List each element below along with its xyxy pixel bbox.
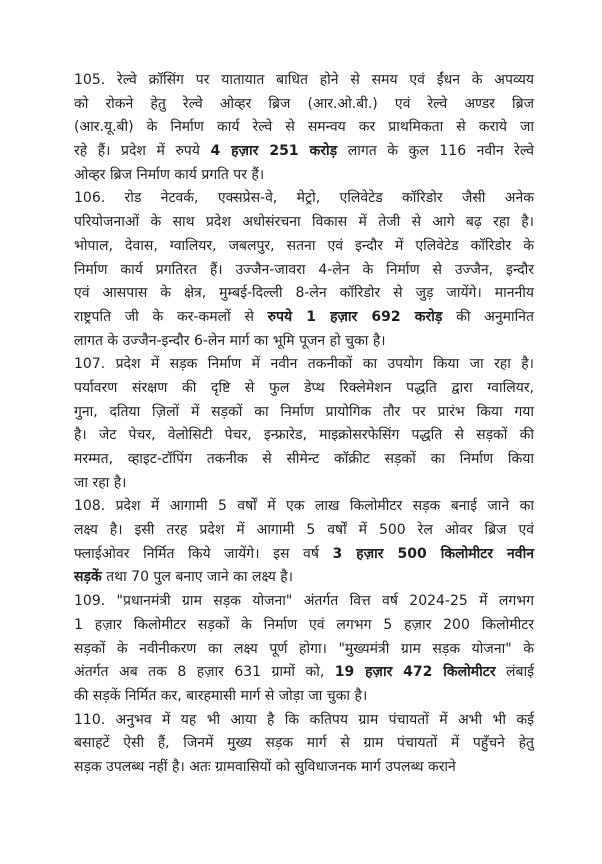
text-segment: सड़कों के नवीनीकरण का लक्ष्य पूर्ण होगा। "मुख्यमंत्री ग्राम सड़क योजना" के — [74, 640, 534, 657]
text-line — [74, 543, 534, 567]
text-line — [74, 638, 534, 662]
text-line — [74, 424, 534, 448]
text-segment: अंतर्गत अब तक 8 हज़ार 631 ग्रामों को, — [74, 664, 335, 681]
text-segment: है। जेट पेचर, वेलोसिटी पेचर, इन्फ्रारेड, माइक्रोसरफेसिंग पद्धति से सड़कों की — [74, 427, 534, 444]
text-line — [74, 590, 534, 614]
text-line — [74, 69, 534, 93]
text-line — [74, 164, 534, 188]
text-line — [74, 140, 534, 164]
text-line — [74, 306, 534, 330]
bold-text: रुपये 1 हज़ार 692 करोड़ — [267, 308, 443, 325]
text-segment: 107. प्रदेश में सड़क निर्माण में नवीन तकनीकों का उपयोग किया जा रहा है। — [74, 356, 534, 373]
text-segment: को रोकने हेतु रेल्वे ओव्हर ब्रिज (आर.ओ.बी.) एवं रेल्वे अण्डर ब्रिज — [74, 95, 534, 112]
bold-text: 3 हज़ार 500 किलोमीटर नवीन — [332, 545, 534, 562]
text-segment: लक्ष्य है। इसी तरह प्रदेश में आगामी 5 वर्षों में 500 रेल ओवर ब्रिज एवं — [74, 522, 534, 539]
text-segment: परियोजनाओं के साथ प्रदेश अधोसंरचना विकास में तेजी से आगे बढ़ रहा है। — [74, 214, 534, 231]
text-line — [74, 235, 534, 259]
paragraph-107 — [74, 353, 534, 495]
text-segment: 108. प्रदेश में आगामी 5 वर्षों में एक लाख किलोमीटर सड़क बनाई जाने का — [74, 498, 534, 515]
text-segment: 106. रोड नेटवर्क, एक्सप्रेस-वे, मेट्रो, एलिवेटेड कॉरिडोर जैसी अनेक — [74, 190, 534, 207]
text-line — [74, 685, 534, 709]
text-line — [74, 732, 534, 756]
text-segment: 1 हज़ार किलोमीटर सड़कों के निर्माण एवं लगभग 5 हज़ार 200 किलोमीटर — [74, 616, 534, 633]
text-line — [74, 259, 534, 283]
text-line — [74, 472, 534, 496]
text-segment: फ्लाईओवर निर्मित किये जायेंगे। इस वर्ष — [74, 545, 333, 562]
text-line — [74, 330, 534, 354]
text-segment: एवं आसपास के क्षेत्र, मुम्बई-दिल्ली 8-लेन कॉरिडोर से जुड़ जायेंगे। माननीय — [74, 285, 534, 302]
paragraph-105 — [74, 69, 534, 187]
bold-text: 4 हज़ार 251 करोड़ — [210, 143, 338, 160]
text-line — [74, 448, 534, 472]
text-segment: मरम्मत, व्हाइट-टॉपिंग तकनीक से सीमेन्ट कॉक्रीट सड़कों का निर्माण किया — [74, 451, 534, 467]
text-segment: लागत के उज्जैन-इन्दौर 6-लेन मार्ग का भूमि पूजन हो चुका है। — [74, 332, 386, 349]
document-page — [74, 69, 534, 780]
text-segment: 105. रेल्वे क्रॉसिंग पर यातायात बाधित होने से समय एवं ईंधन के अपव्यय — [74, 72, 534, 88]
text-segment: पर्यावरण संरक्षण की दृष्टि से फुल डेप्थ रिक्लेमेशन पद्धति द्वारा ग्वालियर, — [74, 379, 534, 396]
text-segment: भोपाल, देवास, ग्वालियर, जबलपुर, सतना एवं इन्दौर में एलिवेटेड कॉरिडोर के — [74, 237, 534, 254]
text-line — [74, 282, 534, 306]
bold-text: सड़कें — [74, 569, 102, 586]
text-line — [74, 756, 534, 780]
text-segment: ओव्हर ब्रिज निर्माण कार्य प्रगति पर हैं। — [74, 166, 265, 183]
text-segment: तथा 70 पुल बनाए जाने का लक्ष्य है। — [101, 569, 294, 586]
paragraph-109 — [74, 590, 534, 708]
text-segment: निर्माण कार्य प्रगतिरत हैं। उज्जैन-जावरा 4-लेन के निर्माण से उज्जैन, इन्दौर — [74, 261, 534, 278]
text-segment: लागत के कुल 116 नवीन रेल्वे — [337, 143, 534, 160]
bold-text: 19 हज़ार 472 किलोमीटर — [334, 664, 496, 681]
text-line — [74, 495, 534, 519]
text-segment: जा रहा है। — [74, 474, 127, 491]
paragraph-106 — [74, 187, 534, 353]
text-line — [74, 519, 534, 543]
text-segment: (आर.यू.बी) के निर्माण कार्य रेल्वे से समन्वय कर प्राथमिकता से कराये जा — [74, 119, 534, 136]
text-line — [74, 116, 534, 140]
text-line — [74, 709, 534, 733]
text-line — [74, 187, 534, 211]
text-line — [74, 566, 534, 590]
text-line — [74, 661, 534, 685]
text-segment: की अनुमानित — [442, 308, 534, 325]
text-segment: 109. "प्रधानमंत्री ग्राम सड़क योजना" अंतर्गत वित्त वर्ष 2024-25 में लगभग — [74, 593, 534, 610]
text-segment: रहे हैं। प्रदेश में रुपये — [74, 143, 211, 160]
text-line — [74, 614, 534, 638]
text-segment: की सड़कें निर्मित कर, बारहमासी मार्ग से जोड़ा जा चुका है। — [74, 687, 368, 704]
text-segment: गुना, दतिया ज़िलों में सड़कों का निर्माण प्रायोगिक तौर पर प्रारंभ किया गया — [74, 403, 534, 420]
text-segment: लंबाई — [495, 664, 535, 681]
text-line — [74, 377, 534, 401]
text-line — [74, 93, 534, 117]
text-line — [74, 211, 534, 235]
text-line — [74, 401, 534, 425]
text-line — [74, 353, 534, 377]
text-segment: बसाहटें ऐसी हैं, जिनमें मुख्य सड़क मार्ग से ग्राम पंचायतों में पहुँचने हेतु — [74, 735, 534, 752]
text-segment: 110. अनुभव में यह भी आया है कि कतिपय ग्राम पंचायतों में अभी भी कई — [74, 711, 534, 728]
paragraph-110 — [74, 709, 534, 780]
text-segment: सड़क उपलब्ध नहीं है। अतः ग्रामवासियों को सुविधाजनक मार्ग उपलब्ध कराने — [74, 758, 456, 775]
paragraph-108 — [74, 495, 534, 590]
text-segment: राष्ट्रपति जी के कर-कमलों से — [74, 308, 268, 325]
